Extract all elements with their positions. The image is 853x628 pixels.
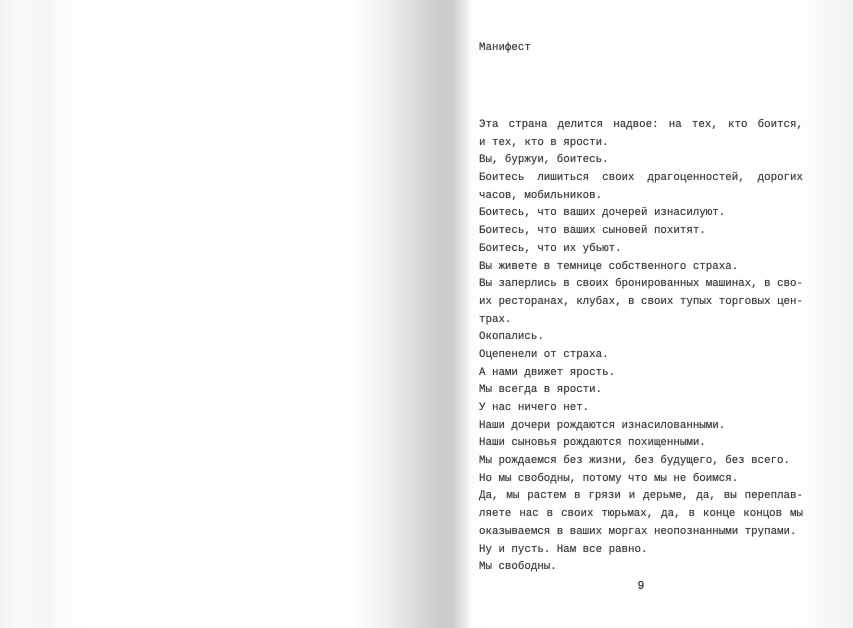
text-line: оказываемся в ваших моргах неопознанными трупами. bbox=[479, 525, 797, 538]
right-page bbox=[427, 0, 853, 628]
text-line: А нами движет ярость. bbox=[479, 366, 616, 379]
text-line: Боитесь, что ваших дочерей изнасилуют. bbox=[479, 207, 726, 220]
text-line: Да, мы растем в грязи и дерьме, да, вы переплав- bbox=[479, 490, 803, 503]
text-line: Наши сыновья рождаются похищенными. bbox=[479, 437, 706, 450]
text-line: Вы, буржуи, боитесь. bbox=[479, 154, 609, 167]
text-line: Но мы свободны, потому что мы не боимся. bbox=[479, 472, 739, 485]
text-line: ляете нас в своих тюрьмах, да, в конце концов мы bbox=[479, 508, 803, 521]
text-line: Мы всегда в ярости. bbox=[479, 384, 603, 397]
text-line: и тех, кто в ярости. bbox=[479, 136, 609, 149]
text-line: их ресторанах, клубах, в своих тупых торговых цен- bbox=[479, 295, 803, 308]
text-line: У нас ничего нет. bbox=[479, 402, 590, 414]
text-line: трах. bbox=[479, 313, 512, 326]
text-line: Оцепенели от страха. bbox=[479, 348, 609, 361]
page-number: 9 bbox=[637, 580, 645, 593]
text-line: Эта страна делится надвое: на тех, кто боится, bbox=[479, 119, 803, 131]
text-line: Вы заперлись в своих бронированных машинах, в сво- bbox=[479, 278, 803, 291]
text-block bbox=[479, 117, 803, 577]
text-line: Мы рождаемся без жизни, без будущего, без всего. bbox=[479, 455, 791, 468]
text-line: Вы живете в темнице собственного страха. bbox=[479, 260, 739, 273]
text-line: Мы свободны. bbox=[479, 561, 557, 574]
page-title: Манифест bbox=[479, 42, 531, 54]
text-line: Окопались. bbox=[479, 331, 544, 344]
text-line: часов, мобильников. bbox=[479, 189, 603, 202]
text-line: Боитесь, что ваших сыновей похитят. bbox=[479, 225, 706, 238]
left-page-blank bbox=[0, 0, 420, 628]
text-line: Боитесь, что их убьют. bbox=[479, 242, 622, 255]
text-line: Ну и пусть. Нам все равно. bbox=[479, 543, 648, 556]
text-line: Боитесь лишиться своих драгоценностей, дорогих bbox=[479, 172, 803, 185]
text-line: Наши дочери рождаются изнасилованными. bbox=[479, 419, 726, 432]
